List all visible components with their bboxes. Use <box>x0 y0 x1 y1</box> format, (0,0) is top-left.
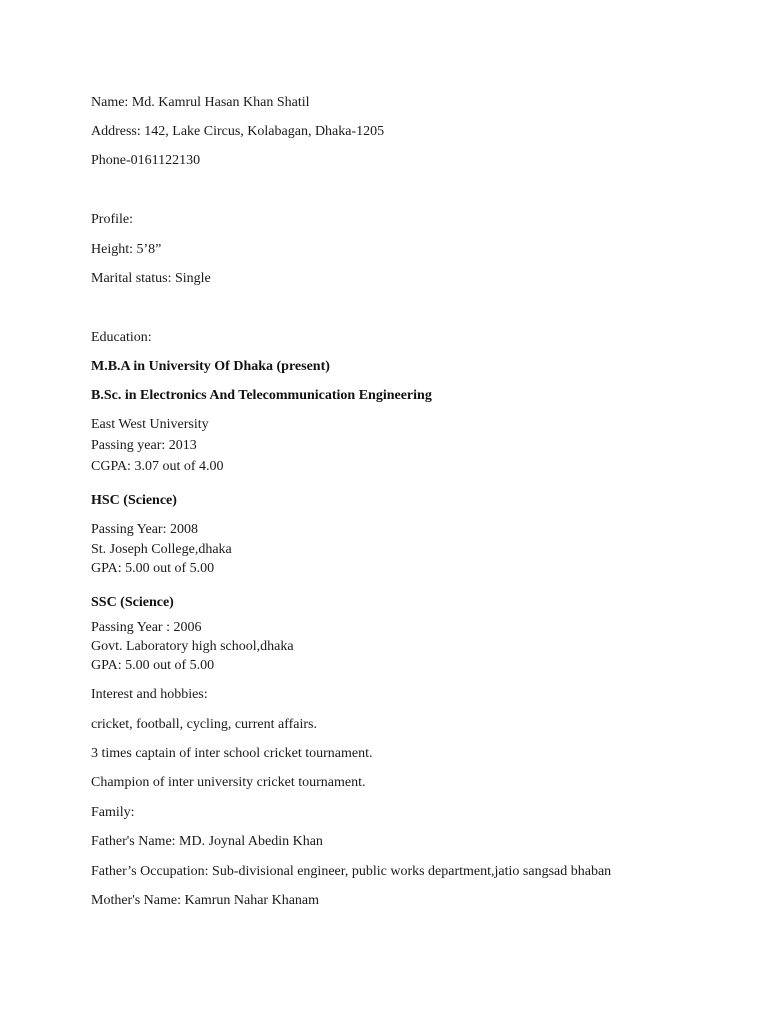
education-bsc-cgpa: CGPA: 3.07 out of 4.00 <box>91 459 224 474</box>
family-mother-name: Mother's Name: Kamrun Nahar Khanam <box>91 893 320 908</box>
interests-list: cricket, football, cycling, current affairs. <box>91 717 317 732</box>
education-hsc-institution: St. Joseph College,dhaka <box>91 542 232 557</box>
education-bsc-institution: East West University <box>91 417 209 432</box>
education-ssc-gpa: GPA: 5.00 out of 5.00 <box>91 658 215 673</box>
profile-heading: Profile: <box>91 212 133 227</box>
family-heading: Family: <box>91 805 135 820</box>
interests-achievement-2: Champion of inter university cricket tournament. <box>91 775 366 790</box>
education-mba: M.B.A in University Of Dhaka (present) <box>91 359 330 374</box>
education-heading: Education: <box>91 330 152 345</box>
education-ssc-institution: Govt. Laboratory high school,dhaka <box>91 639 294 654</box>
education-bsc-title: B.Sc. in Electronics And Telecommunication Engineering <box>91 388 432 403</box>
family-father-name: Father's Name: MD. Joynal Abedin Khan <box>91 834 323 849</box>
education-hsc-passing-year: Passing Year: 2008 <box>91 522 198 537</box>
education-ssc-title: SSC (Science) <box>91 595 174 610</box>
education-ssc-passing-year: Passing Year : 2006 <box>91 620 202 635</box>
education-hsc-gpa: GPA: 5.00 out of 5.00 <box>91 561 215 576</box>
education-hsc-title: HSC (Science) <box>91 493 177 508</box>
contact-name: Name: Md. Kamrul Hasan Khan Shatil <box>91 95 310 110</box>
contact-address: Address: 142, Lake Circus, Kolabagan, Dhaka-1205 <box>91 124 385 139</box>
profile-height: Height: 5’8” <box>91 242 162 257</box>
family-father-occupation: Father’s Occupation: Sub-divisional engineer, public works department,jatio sangsad bhaban <box>91 864 612 879</box>
profile-marital-status: Marital status: Single <box>91 271 211 286</box>
interests-heading: Interest and hobbies: <box>91 687 208 702</box>
contact-phone: Phone-0161122130 <box>91 153 201 168</box>
education-bsc-passing-year: Passing year: 2013 <box>91 438 197 453</box>
interests-achievement-1: 3 times captain of inter school cricket tournament. <box>91 746 373 761</box>
